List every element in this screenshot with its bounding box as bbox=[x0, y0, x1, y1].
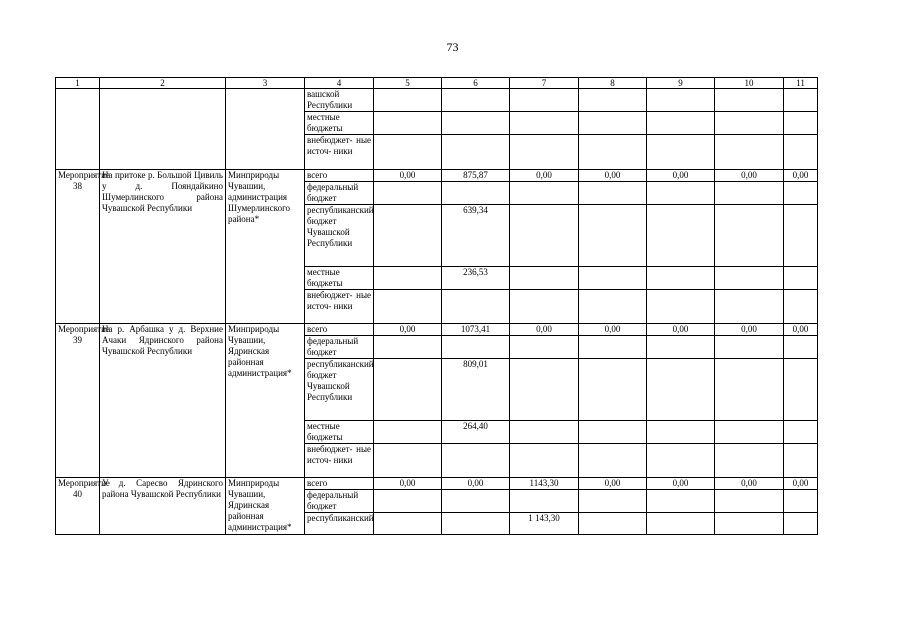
value-cell: 0,00 bbox=[579, 170, 647, 182]
value-cell bbox=[647, 112, 715, 135]
value-cell bbox=[647, 490, 715, 513]
header-row bbox=[56, 78, 818, 89]
value-cell bbox=[647, 444, 715, 478]
value-cell bbox=[510, 89, 579, 112]
value-cell bbox=[510, 205, 579, 267]
value-cell: 264,40 bbox=[442, 421, 510, 444]
value-cell bbox=[784, 290, 818, 324]
value-cell bbox=[442, 336, 510, 359]
executor-cell: Минприроды Чувашии, администрация Шумерлинского района* bbox=[226, 170, 305, 324]
value-cell bbox=[510, 267, 579, 290]
value-cell bbox=[374, 112, 442, 135]
value-cell bbox=[784, 205, 818, 267]
value-cell bbox=[579, 359, 647, 421]
measure-name-cell: На р. Арбашка у д. Верхние Ачаки Ядринского района Чувашской Республики bbox=[100, 324, 226, 478]
executor-cell bbox=[226, 89, 305, 170]
measure-id-cell: Мероприятие 40 bbox=[56, 478, 100, 535]
measure-id-cell: Мероприятие 39 bbox=[56, 324, 100, 478]
col-header: 6 bbox=[442, 78, 510, 89]
funding-source-cell: внебюджет- ные источ- ники bbox=[305, 290, 374, 324]
funding-source-cell: местные бюджеты bbox=[305, 112, 374, 135]
value-cell bbox=[784, 513, 818, 535]
value-cell: 0,00 bbox=[715, 478, 784, 490]
col-header: 5 bbox=[374, 78, 442, 89]
value-cell bbox=[579, 336, 647, 359]
executor-cell: Минприроды Чувашии, Ядринская районная администрация* bbox=[226, 478, 305, 535]
value-cell: 0,00 bbox=[510, 324, 579, 336]
value-cell bbox=[442, 89, 510, 112]
value-cell: 0,00 bbox=[579, 324, 647, 336]
value-cell bbox=[579, 444, 647, 478]
value-cell: 0,00 bbox=[784, 478, 818, 490]
value-cell bbox=[510, 336, 579, 359]
value-cell bbox=[579, 205, 647, 267]
value-cell bbox=[715, 336, 784, 359]
funding-source-cell: всего bbox=[305, 170, 374, 182]
value-cell: 0,00 bbox=[442, 478, 510, 490]
value-cell: 0,00 bbox=[715, 170, 784, 182]
value-cell bbox=[715, 513, 784, 535]
value-cell bbox=[579, 182, 647, 205]
value-cell bbox=[647, 359, 715, 421]
value-cell bbox=[579, 490, 647, 513]
value-cell bbox=[442, 290, 510, 324]
value-cell: 875,87 bbox=[442, 170, 510, 182]
value-cell: 0,00 bbox=[374, 170, 442, 182]
funding-source-cell: местные бюджеты bbox=[305, 267, 374, 290]
value-cell bbox=[784, 444, 818, 478]
col-header: 2 bbox=[100, 78, 226, 89]
value-cell bbox=[715, 205, 784, 267]
col-header: 9 bbox=[647, 78, 715, 89]
funding-source-cell: федеральный бюджет bbox=[305, 182, 374, 205]
value-cell bbox=[784, 421, 818, 444]
value-cell: 0,00 bbox=[374, 478, 442, 490]
value-cell bbox=[510, 182, 579, 205]
value-cell bbox=[647, 336, 715, 359]
value-cell bbox=[442, 112, 510, 135]
executor-cell: Минприроды Чувашии, Ядринская районная администрация* bbox=[226, 324, 305, 478]
value-cell bbox=[784, 135, 818, 170]
col-header: 1 bbox=[56, 78, 100, 89]
value-cell bbox=[579, 112, 647, 135]
value-cell bbox=[647, 205, 715, 267]
value-cell bbox=[784, 336, 818, 359]
value-cell bbox=[647, 182, 715, 205]
value-cell bbox=[442, 444, 510, 478]
value-cell bbox=[374, 359, 442, 421]
value-cell bbox=[715, 490, 784, 513]
value-cell bbox=[715, 421, 784, 444]
measure-id-cell: Мероприятие 38 bbox=[56, 170, 100, 324]
value-cell bbox=[579, 89, 647, 112]
value-cell bbox=[647, 89, 715, 112]
col-header: 7 bbox=[510, 78, 579, 89]
value-cell bbox=[374, 513, 442, 535]
value-cell bbox=[784, 490, 818, 513]
value-cell bbox=[647, 513, 715, 535]
funding-source-cell: всего bbox=[305, 478, 374, 490]
value-cell bbox=[374, 336, 442, 359]
value-cell: 0,00 bbox=[784, 170, 818, 182]
funding-source-cell: республиканский bbox=[305, 513, 374, 535]
funding-source-cell: внебюджет- ные источ- ники bbox=[305, 135, 374, 170]
value-cell: 1073,41 bbox=[442, 324, 510, 336]
funding-source-cell: местные бюджеты bbox=[305, 421, 374, 444]
page-number: 73 bbox=[446, 40, 459, 54]
value-cell bbox=[510, 359, 579, 421]
value-cell bbox=[442, 182, 510, 205]
value-cell bbox=[715, 359, 784, 421]
value-cell: 0,00 bbox=[510, 170, 579, 182]
value-cell bbox=[442, 490, 510, 513]
value-cell bbox=[579, 135, 647, 170]
col-header: 8 bbox=[579, 78, 647, 89]
value-cell bbox=[510, 490, 579, 513]
measure-name-cell: У д. Саресво Ядринского района Чувашской Республики bbox=[100, 478, 226, 535]
value-cell bbox=[374, 421, 442, 444]
value-cell: 236,53 bbox=[442, 267, 510, 290]
value-cell bbox=[715, 112, 784, 135]
value-cell bbox=[647, 135, 715, 170]
value-cell bbox=[784, 182, 818, 205]
funding-source-cell: всего bbox=[305, 324, 374, 336]
value-cell bbox=[374, 89, 442, 112]
table-row bbox=[56, 478, 818, 490]
value-cell: 809,01 bbox=[442, 359, 510, 421]
table-body bbox=[56, 89, 818, 535]
funding-source-cell: федеральный бюджет bbox=[305, 490, 374, 513]
value-cell bbox=[374, 182, 442, 205]
value-cell: 0,00 bbox=[647, 324, 715, 336]
value-cell bbox=[647, 290, 715, 324]
value-cell bbox=[715, 267, 784, 290]
value-cell bbox=[374, 490, 442, 513]
value-cell bbox=[510, 444, 579, 478]
value-cell bbox=[374, 205, 442, 267]
value-cell bbox=[510, 135, 579, 170]
value-cell bbox=[647, 267, 715, 290]
value-cell bbox=[510, 421, 579, 444]
table-row bbox=[56, 89, 818, 112]
funding-source-cell: республиканский бюджет Чувашской Республики bbox=[305, 205, 374, 267]
value-cell bbox=[784, 112, 818, 135]
measure-name-cell: На притоке р. Большой Цивиль у д. Пояндайкино Шумерлинского района Чувашской Республики bbox=[100, 170, 226, 324]
value-cell bbox=[374, 444, 442, 478]
value-cell bbox=[715, 135, 784, 170]
funding-source-cell: внебюджет- ные источ- ники bbox=[305, 444, 374, 478]
value-cell bbox=[374, 267, 442, 290]
value-cell: 1 143,30 bbox=[510, 513, 579, 535]
measure-id-cell bbox=[56, 89, 100, 170]
col-header: 4 bbox=[305, 78, 374, 89]
value-cell bbox=[715, 89, 784, 112]
table-row bbox=[56, 170, 818, 182]
value-cell bbox=[784, 89, 818, 112]
value-cell bbox=[579, 290, 647, 324]
col-header: 10 bbox=[715, 78, 784, 89]
value-cell bbox=[442, 513, 510, 535]
value-cell bbox=[442, 135, 510, 170]
funding-source-cell: федеральный бюджет bbox=[305, 336, 374, 359]
value-cell: 0,00 bbox=[715, 324, 784, 336]
col-header: 11 bbox=[784, 78, 818, 89]
value-cell: 0,00 bbox=[374, 324, 442, 336]
funding-source-cell: республиканский бюджет Чувашской Республики bbox=[305, 359, 374, 421]
value-cell: 0,00 bbox=[579, 478, 647, 490]
budget-table bbox=[55, 77, 818, 535]
value-cell bbox=[579, 513, 647, 535]
value-cell bbox=[579, 267, 647, 290]
value-cell: 639,34 bbox=[442, 205, 510, 267]
value-cell bbox=[374, 290, 442, 324]
value-cell bbox=[715, 182, 784, 205]
measure-name-cell bbox=[100, 89, 226, 170]
value-cell bbox=[715, 444, 784, 478]
value-cell: 0,00 bbox=[647, 478, 715, 490]
value-cell: 0,00 bbox=[784, 324, 818, 336]
value-cell: 1143,30 bbox=[510, 478, 579, 490]
value-cell bbox=[510, 112, 579, 135]
value-cell bbox=[374, 135, 442, 170]
table-row bbox=[56, 324, 818, 336]
funding-source-cell: вашской Республики bbox=[305, 89, 374, 112]
value-cell bbox=[647, 421, 715, 444]
value-cell bbox=[715, 290, 784, 324]
value-cell: 0,00 bbox=[647, 170, 715, 182]
value-cell bbox=[579, 421, 647, 444]
col-header: 3 bbox=[226, 78, 305, 89]
value-cell bbox=[784, 359, 818, 421]
value-cell bbox=[784, 267, 818, 290]
value-cell bbox=[510, 290, 579, 324]
